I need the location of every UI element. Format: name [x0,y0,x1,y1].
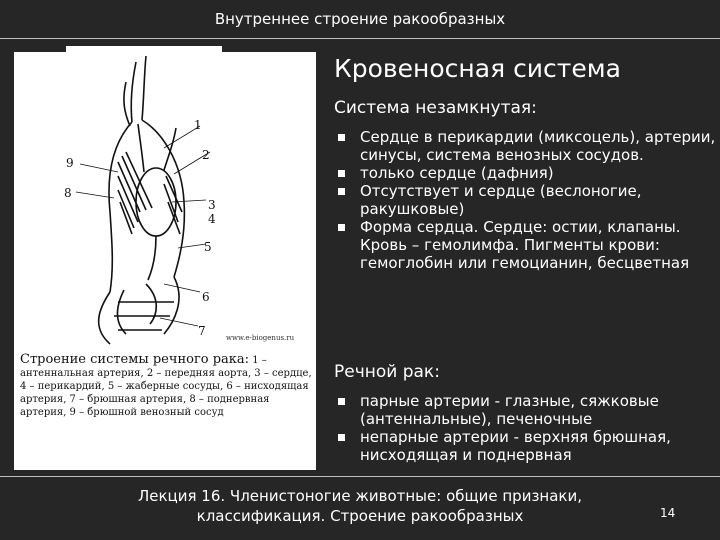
list-item [334,128,716,164]
subheading-crayfish: Речной рак: [334,362,440,382]
header-divider [0,38,720,39]
list-item [334,392,716,428]
figure-label-2: 2 [202,148,210,162]
footer-line-2: классификация. Строение ракообразных [196,507,524,525]
figure-label-8: 8 [64,186,72,200]
figure-caption-lead: Строение системы речного рака: [20,352,250,367]
square-bullet-icon [338,224,345,231]
square-bullet-icon [338,434,345,441]
figure-watermark: www.e-biogenus.ru [226,334,295,342]
list-item-text: непарные артерии - верхняя брюшная, нисходящая и поднервная [360,428,671,464]
figure-label-4: 4 [208,212,216,226]
list-item [334,164,716,182]
subheading-open-system: Система незамкнутая: [334,98,537,118]
slide-header-title: Внутреннее строение ракообразных [214,10,506,28]
open-system-list [334,128,716,272]
page-number: 14 [660,506,676,520]
list-item [334,428,716,464]
footer-divider [0,476,720,477]
crayfish-arteries-list [334,392,716,464]
list-item [334,182,716,218]
crayfish-circulatory-drawing [14,52,316,352]
footer-line-1: Лекция 16. Членистоногие животные: общие признаки, [137,487,583,505]
figure-label-7: 7 [198,324,206,338]
figure-caption-text: 1 – антеннальная артерия, 2 – передняя аорта, 3 – сердце, 4 – перикардий, 5 – жаберные сосуды, 6 – нисходящая артерия, 7 – брюшная артерия, 8 – поднервная артерия, 9 – брюшной венозный сосуд [20,355,312,418]
square-bullet-icon [338,398,345,405]
figure-label-1: 1 [194,118,202,132]
square-bullet-icon [338,188,345,195]
list-item [334,218,716,272]
list-item-text: Сердце в перикардии (миксоцель), артерии, синусы, система венозных сосудов. [360,128,716,164]
section-heading: Кровеносная система [334,54,621,83]
figure-label-3: 3 [208,198,216,212]
list-item-text: парные артерии - глазные, сяжковые (антеннальные), печеночные [360,392,659,428]
square-bullet-icon [338,170,345,177]
list-item-text: Форма сердца. Сердце: остии, клапаны. Кровь – гемолимфа. Пигменты крови: гемоглобин или гемоцианин, бесцветная [360,218,690,272]
figure-label-5: 5 [204,240,212,254]
figure-caption [20,352,312,419]
figure-label-6: 6 [202,290,210,304]
crayfish-figure [14,52,316,470]
list-item-text: Отсутствует и сердце (веслоногие, ракушковые) [360,182,642,218]
square-bullet-icon [338,134,345,141]
footer-text [110,486,610,526]
figure-label-9: 9 [66,156,74,170]
list-item-text: только сердце (дафния) [360,164,554,182]
